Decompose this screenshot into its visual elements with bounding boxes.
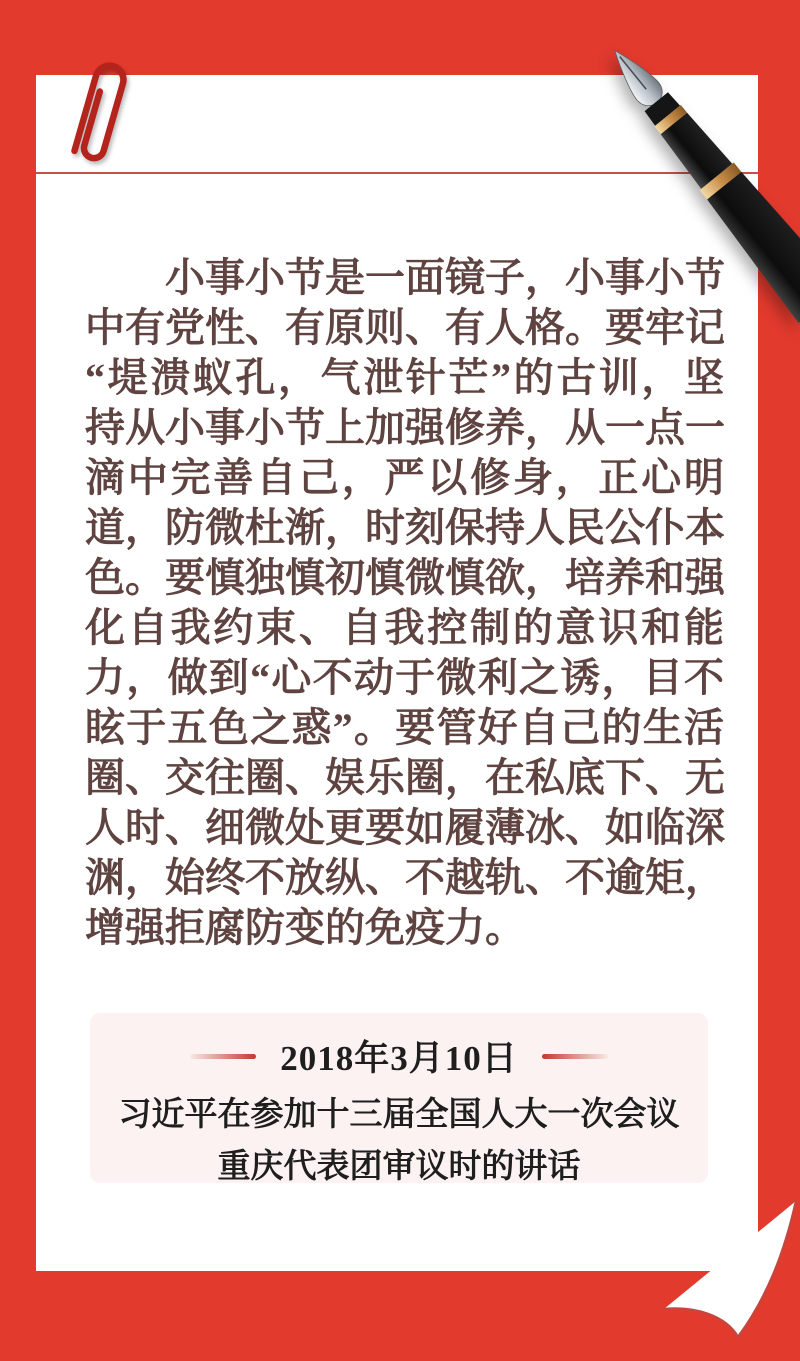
quote-line: 小事小节是一面镜子，小事小节 <box>85 255 725 300</box>
quote-line: 化自我约束、自我控制的意识和能 <box>85 605 724 650</box>
attribution-line: 重庆代表团审议时的讲话 <box>217 1149 581 1185</box>
page-curl-icon <box>626 1193 800 1348</box>
quote-line: 眩于五色之惑”。要管好自己的生活 <box>85 705 724 750</box>
date-dash-left-icon <box>190 1054 256 1059</box>
source-panel <box>90 1013 708 1183</box>
attribution-line: 习近平在参加十三届全国人大一次会议 <box>118 1097 680 1133</box>
quote-line: 力，做到“心不动于微利之诱，目不 <box>85 655 724 700</box>
quote-line: 持从小事小节上加强修养，从一点一 <box>85 405 725 450</box>
quote-line: 滴中完善自己，严以修身，正心明 <box>85 455 724 500</box>
quote-line: 增强拒腐防变的免疫力。 <box>85 905 525 950</box>
quote-line: “堤溃蚁孔，气泄针芒”的古训，坚 <box>85 355 724 400</box>
fountain-pen-icon <box>520 0 800 400</box>
quote-line: 圈、交往圈、娱乐圈，在私底下、无 <box>85 755 725 800</box>
quote-line: 渊，始终不放纵、不越轨、不逾矩， <box>85 855 725 900</box>
quote-line: 人时、细微处更要如履薄冰、如临深 <box>85 805 725 850</box>
date-dash-right-icon <box>542 1054 608 1059</box>
paperclip-icon <box>46 48 156 188</box>
quote-line: 道，防微杜渐，时刻保持人民公仆本 <box>85 505 725 550</box>
quote-date: 2018年3月10日 <box>280 1039 518 1078</box>
quote-line: 中有党性、有原则、有人格。要牢记 <box>85 305 725 350</box>
quote-line: 色。要慎独慎初慎微慎欲，培养和强 <box>85 555 725 600</box>
date-row <box>90 1031 708 1081</box>
